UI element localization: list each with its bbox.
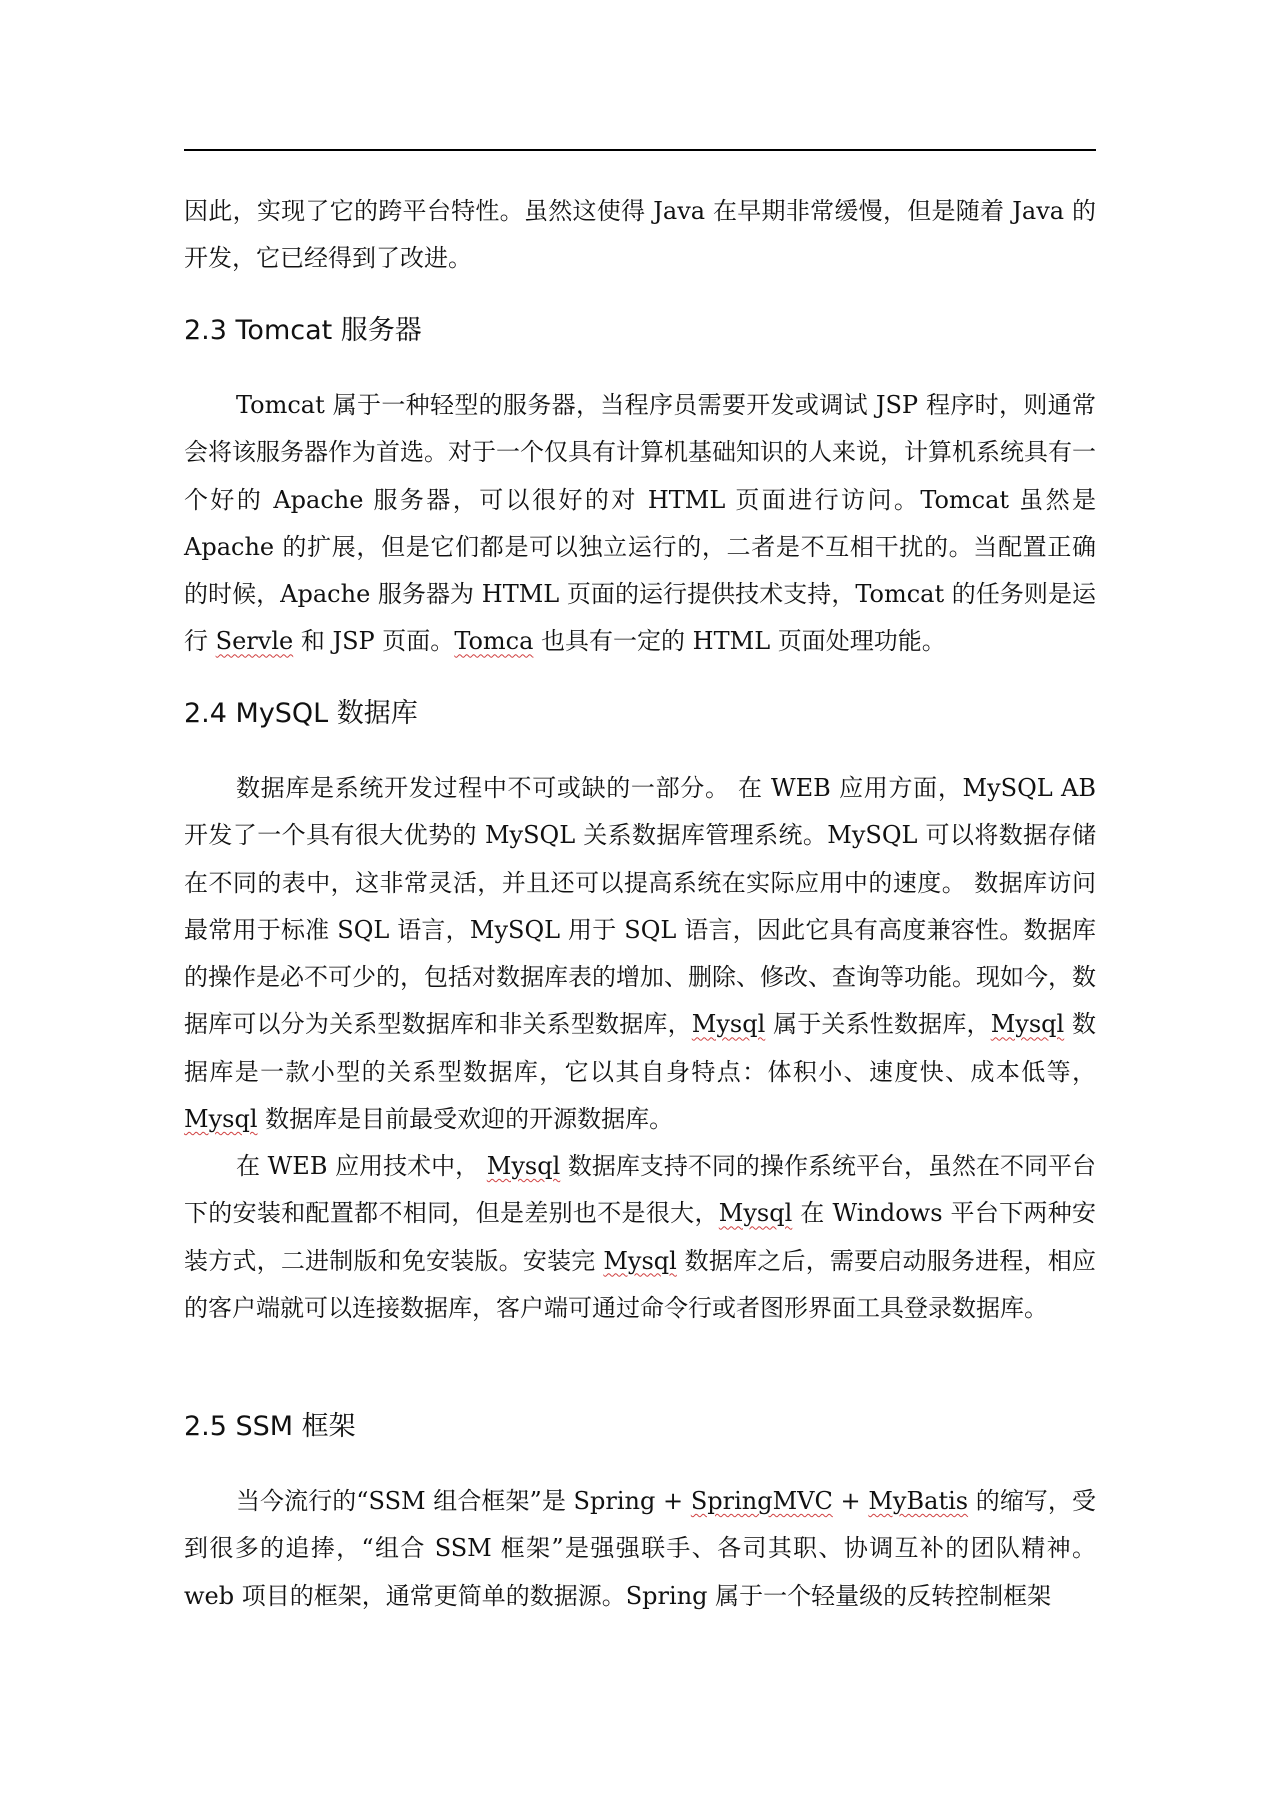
spellcheck-word: Mysql — [691, 1010, 766, 1039]
spellcheck-word: MyBatis — [868, 1487, 969, 1515]
continuation-paragraph: 因此，实现了它的跨平台特性。虽然这使得 Java 在早期非常缓慢，但是随着 Java 的开发，它已经得到了改进。 — [184, 197, 1096, 273]
tomcat-paragraph: Tomcat 属于一种轻型的服务器，当程序员需要开发或调试 JSP 程序时，则通常会将该服务器作为首选。对于一个仅具有计算机基础知识的人来说，计算机系统具有一个好的 Apache 服务器，可以很好的对 HTML 页面进行访问。Tomcat 虽然是 Apache 的扩展，但是它们都是可以独立运行的，二者是不互相干扰的。当配置正确的时候，Apache 服务器为 HTML 页面的运行提供技术支持，Tomcat 的任务则是运行 Servle 和 JSP 页面。Tomca 也具有一定的 HTML 页面处理功能。 — [184, 391, 1096, 656]
spellcheck-word: SpringMVC — [690, 1487, 833, 1515]
header-rule — [184, 149, 1096, 151]
spellcheck-word: Mysql — [718, 1199, 793, 1228]
spellcheck-word: Mysql — [603, 1246, 677, 1275]
mysql-paragraph-1: 数据库是系统开发过程中不可或缺的一部分。 在 WEB 应用方面，MySQL AB 开发了一个具有很大优势的 MySQL 关系数据库管理系统。MySQL 可以将数据存储在不同的表中，这非常灵活，并且还可以提高系统在实际应用中的速度。 数据库访问最常用于标准 SQL 语言，MySQL 用于 SQL 语言，因此它具有高度兼容性。数据库的操作是必不可少的，包括对数据库表的增加、删除、修改、查询等功能。现如今，数据库可以分为关系型数据库和非关系型数据库，Mysql 属于关系性数据库，Mysql 数据库是一款小型的关系型数据库，它以其自身特点：体积小、速度快、成本低等，Mysql 数据库是目前最受欢迎的开源数据库。 — [184, 774, 1096, 1134]
spellcheck-word: Servle — [215, 627, 294, 656]
section-heading-mysql: 2.4 MySQL 数据库 — [184, 698, 418, 729]
section-heading-tomcat: 2.3 Tomcat 服务器 — [184, 315, 422, 346]
spellcheck-word: Mysql — [184, 1105, 258, 1134]
ssm-paragraph: 当今流行的“SSM 组合框架”是 Spring + SpringMVC + MyBatis 的缩写，受到很多的追捧，“组合 SSM 框架”是强强联手、各司其职、协调互补的团队精神。web 项目的框架，通常更简单的数据源。Spring 属于一个轻量级的反转控制框架 — [184, 1487, 1096, 1610]
mysql-paragraph-2: 在 WEB 应用技术中， Mysql 数据库支持不同的操作系统平台，虽然在不同平台下的安装和配置都不相同，但是差别也不是很大，Mysql 在 Windows 平台下两种安装方式，二进制版和免安装版。安装完 Mysql 数据库之后，需要启动服务进程，相应的客户端就可以连接数据库，客户端可通过命令行或者图形界面工具登录数据库。 — [184, 1152, 1097, 1322]
section-heading-ssm: 2.5 SSM 框架 — [184, 1411, 356, 1442]
spellcheck-word: Mysql — [486, 1152, 561, 1180]
spellcheck-word: Tomca — [454, 627, 534, 656]
spellcheck-word: Mysql — [990, 1010, 1065, 1039]
